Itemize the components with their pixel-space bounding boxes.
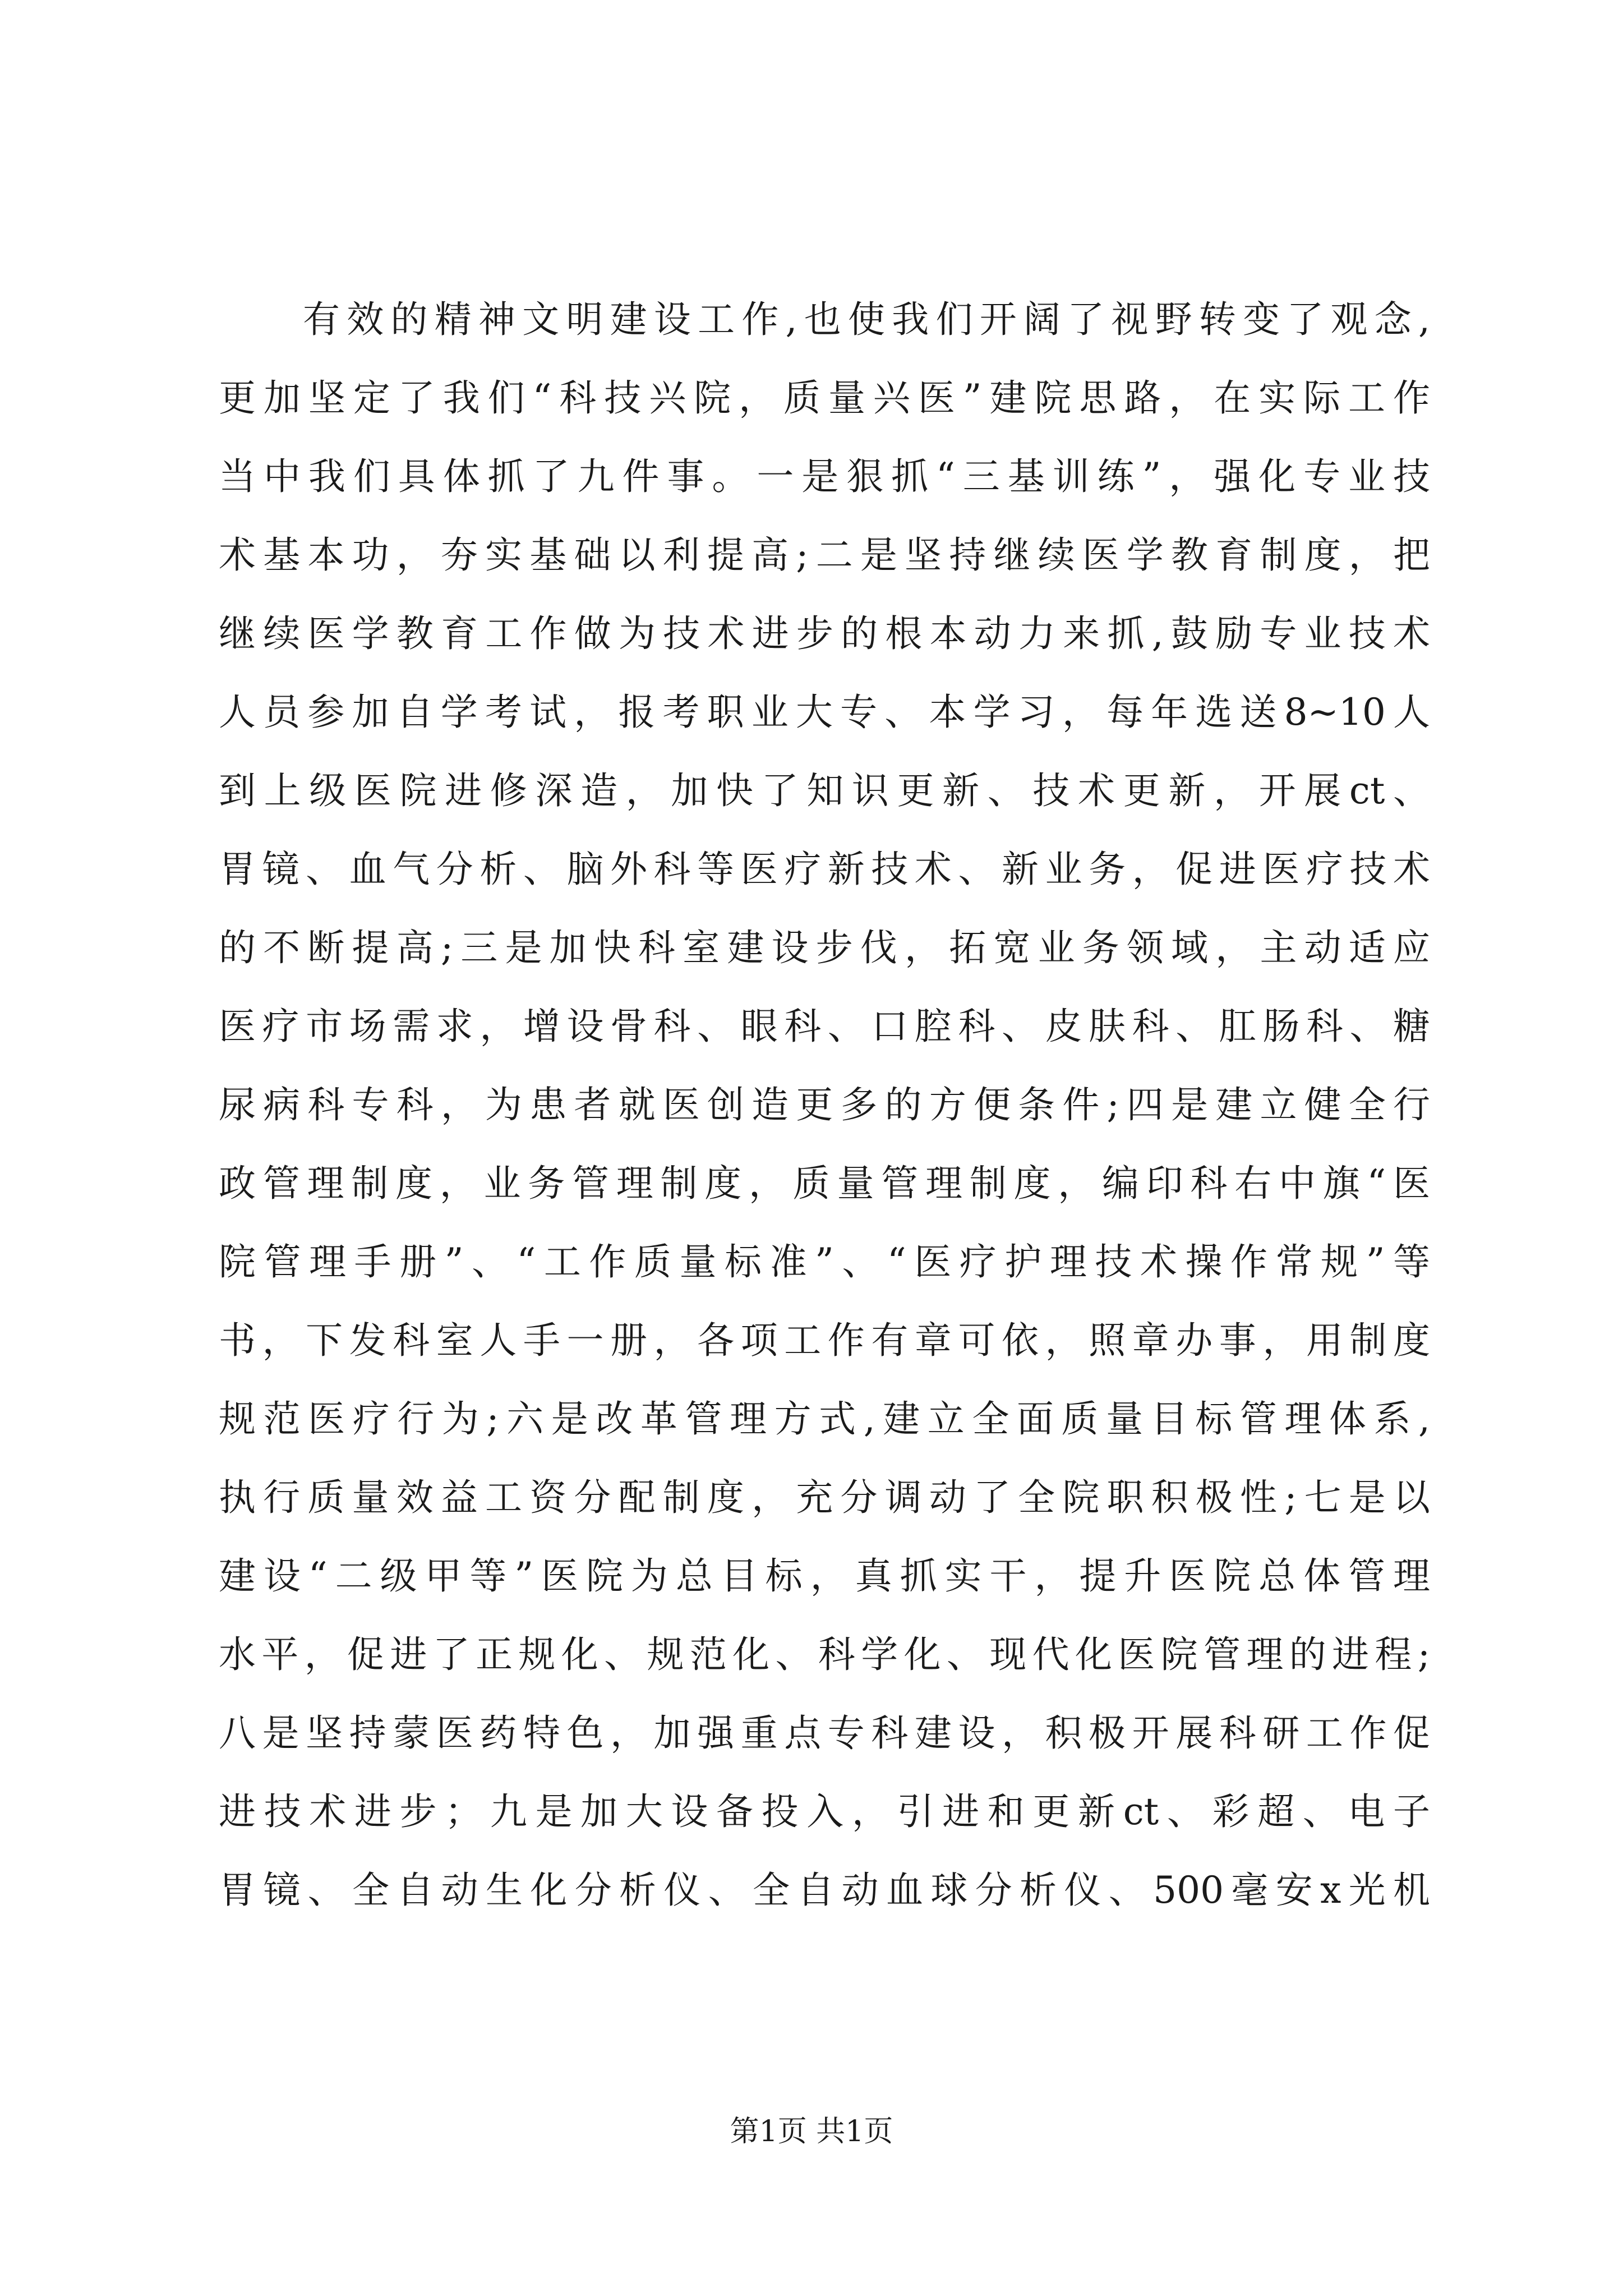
text-line: 水平，促进了正规化、规范化、科学化、现代化医院管理的进程;	[219, 1633, 1430, 1676]
text-line: 规范医疗行为;六是改革管理方式,建立全面质量目标管理体系,	[219, 1397, 1430, 1441]
text-line: 人员参加自学考试，报考职业大专、本学习，每年选送8~10人	[219, 691, 1430, 734]
text-line: 院管理手册”、“工作质量标准”、“医疗护理技术操作常规”等	[219, 1240, 1430, 1283]
text-line: 胃镜、血气分析、脑外科等医疗新技术、新业务，促进医疗技术	[219, 848, 1430, 891]
text-line: 的不断提高;三是加快科室建设步伐，拓宽业务领域，主动适应	[219, 926, 1430, 969]
text-line: 建设“二级甲等”医院为总目标，真抓实干，提升医院总体管理	[219, 1554, 1430, 1598]
text-line: 政管理制度，业务管理制度，质量管理制度，编印科右中旗“医	[219, 1162, 1430, 1205]
text-line: 胃镜、全自动生化分析仪、全自动血球分析仪、500毫安x光机	[219, 1869, 1430, 1912]
text-line: 医疗市场需求，增设骨科、眼科、口腔科、皮肤科、肛肠科、糖	[219, 1005, 1430, 1048]
text-line: 更加坚定了我们“科技兴院，质量兴医”建院思路，在实际工作	[219, 376, 1430, 420]
text-line: 八是坚持蒙医药特色，加强重点专科建设，积极开展科研工作促	[219, 1711, 1430, 1755]
page-number-footer: 第1页 共1页	[730, 2115, 893, 2148]
text-line: 执行质量效益工资分配制度，充分调动了全院职积极性;七是以	[219, 1476, 1430, 1519]
text-line: 术基本功，夯实基础以利提高;二是坚持继续医学教育制度，把	[219, 533, 1430, 577]
text-line: 到上级医院进修深造，加快了知识更新、技术更新，开展ct、	[219, 769, 1430, 812]
text-line: 尿病科专科，为患者就医创造更多的方便条件;四是建立健全行	[219, 1083, 1430, 1126]
text-line: 继续医学教育工作做为技术进步的根本动力来抓,鼓励专业技术	[219, 612, 1430, 655]
text-line: 进技术进步；九是加大设备投入，引进和更新ct、彩超、电子	[219, 1790, 1430, 1833]
text-line: 当中我们具体抓了九件事。一是狠抓“三基训练”，强化专业技	[219, 455, 1430, 498]
text-line: 书，下发科室人手一册，各项工作有章可依，照章办事，用制度	[219, 1319, 1430, 1362]
text-line: 有效的精神文明建设工作,也使我们开阔了视野转变了观念,	[303, 298, 1430, 341]
